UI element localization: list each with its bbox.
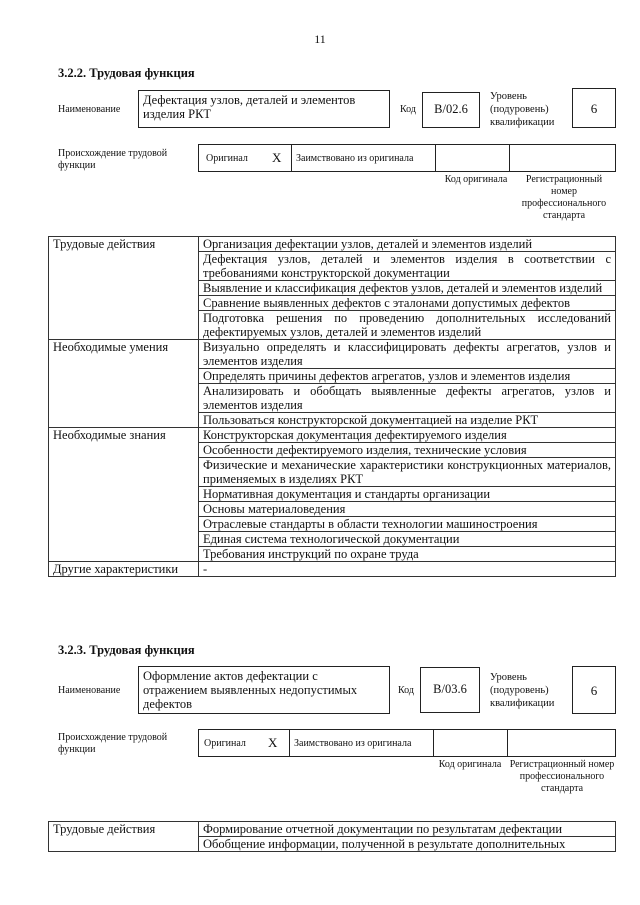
row-item-text: Особенности дефектируемого изделия, технические условия: [199, 443, 616, 458]
row-item-text: Организация дефектации узлов, деталей и элементов изделий: [199, 237, 616, 252]
row-item-text: Нормативная документация и стандарты организации: [199, 487, 616, 502]
row-item-text: Физические и механические характеристики конструкционных материалов, применяемых в изделиях РКТ: [199, 458, 616, 487]
code-value-box: B/02.6: [422, 92, 480, 128]
function-details-table: [48, 821, 616, 852]
row-item-text: Конструкторская документация дефектируемого изделия: [199, 428, 616, 443]
row-item-text: -: [199, 562, 616, 577]
original-label: Оригинал: [206, 153, 248, 164]
original-mark: X: [268, 735, 278, 750]
row-category-label: Необходимые умения: [49, 340, 199, 428]
table-row: [49, 428, 616, 443]
row-item-text: Единая система технологической документации: [199, 532, 616, 547]
reg-number-caption: Регистрационный номер профессионального стандарта: [509, 759, 615, 794]
row-item-text: Требования инструкций по охране труда: [199, 547, 616, 562]
origin-label: Происхождение трудовой функции: [58, 148, 168, 171]
row-item-text: Анализировать и обобщать выявленные дефекты агрегатов, узлов и элементов изделия: [199, 384, 616, 413]
page-number: 11: [314, 32, 326, 46]
level-label: Уровень (подуровень) квалификации: [490, 91, 555, 128]
table-row: [49, 340, 616, 369]
name-label: Наименование: [58, 104, 121, 115]
code-label: Код: [400, 104, 416, 115]
row-item-text: Сравнение выявленных дефектов с эталонами допустимых дефектов: [199, 296, 616, 311]
row-category-label: Трудовые действия: [49, 822, 199, 852]
borrowed-label: Заимствовано из оригинала: [294, 738, 412, 749]
original-label: Оригинал: [204, 738, 246, 749]
row-item-text: Отраслевые стандарты в области технологии машиностроения: [199, 517, 616, 532]
row-item-text: Выявление и классификация дефектов узлов, деталей и элементов изделий: [199, 281, 616, 296]
row-item-text: Пользоваться конструкторской документацией на изделие РКТ: [199, 413, 616, 428]
code-original-cell: [435, 145, 510, 171]
borrowed-label: Заимствовано из оригинала: [296, 153, 414, 164]
code-value-box: B/03.6: [420, 667, 480, 713]
row-item-text: Визуально определять и классифицировать дефекты агрегатов, узлов и элементов изделия: [199, 340, 616, 369]
level-label: Уровень (подуровень) квалификации: [490, 672, 555, 709]
row-item-text: Формирование отчетной документации по результатам дефектации: [199, 822, 616, 837]
function-name-box: Оформление актов дефектации с отражением выявленных недопустимых дефектов: [138, 666, 390, 714]
row-item-text: Дефектация узлов, деталей и элементов изделия в соответствии с требованиями конструкторской документации: [199, 252, 616, 281]
row-item-text: Основы материаловедения: [199, 502, 616, 517]
section-title: 3.2.2. Трудовая функция: [58, 66, 195, 80]
section-title: 3.2.3. Трудовая функция: [58, 643, 195, 657]
row-category-label: Необходимые знания: [49, 428, 199, 562]
code-original-caption: Код оригинала: [444, 174, 508, 185]
code-original-cell: [433, 730, 508, 756]
code-label: Код: [398, 685, 414, 696]
reg-number-caption: Регистрационный номер профессионального стандарта: [521, 174, 607, 221]
table-row: [49, 237, 616, 252]
row-item-text: Подготовка решения по проведению дополнительных исследований дефектируемых узлов, деталей и элементов изделий: [199, 311, 616, 340]
original-mark: X: [272, 150, 282, 165]
code-original-caption: Код оригинала: [438, 759, 502, 770]
table-row: [49, 562, 616, 577]
function-details-table: [48, 236, 616, 577]
origin-label: Происхождение трудовой функции: [58, 732, 168, 755]
level-value-box: 6: [572, 666, 616, 714]
name-label: Наименование: [58, 685, 121, 696]
row-category-label: Трудовые действия: [49, 237, 199, 340]
row-item-text: Определять причины дефектов агрегатов, узлов и элементов изделия: [199, 369, 616, 384]
row-category-label: Другие характеристики: [49, 562, 199, 577]
level-value-box: 6: [572, 88, 616, 128]
function-name-box: Дефектация узлов, деталей и элементов изделия РКТ: [138, 90, 390, 128]
table-row: [49, 822, 616, 837]
row-item-text: Обобщение информации, полученной в результате дополнительных: [199, 837, 616, 852]
